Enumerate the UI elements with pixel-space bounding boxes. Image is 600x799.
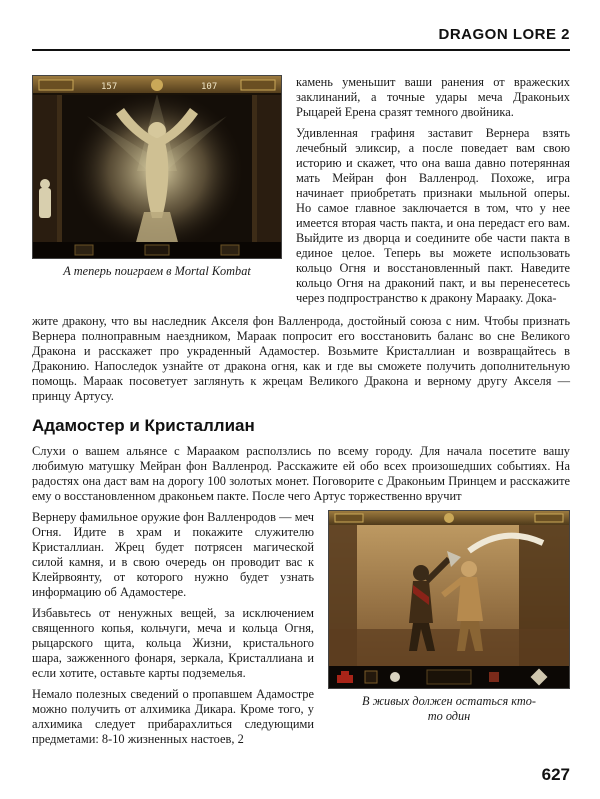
game-screenshot-duel <box>328 510 570 689</box>
figure-mortal-kombat <box>32 75 282 312</box>
bottom-section <box>32 510 570 753</box>
hud-number-left: 157 <box>101 82 118 92</box>
paragraph: Слухи о вашем альянсе с Марааком расползлись по всему городу. Для начала посетите вашу любимую матушку Мейран фон Валленрод. Расскажите ей обо всех произошедших событиях. На радостях она даст вам на дорогу 100 золотых монет. Поговорите с Драконьим Принцем и расскажите ему о восстановленном драконьем пакте. После чего Артус торжественно вручит <box>32 444 570 503</box>
header-rule <box>32 49 570 51</box>
paragraph: Избавьтесь от ненужных вещей, за исключением священного копья, кольчуги, меча и кольца Огня, рыцарского щита, кольца Жизни, кристального шара, зажженного фонаря, зеркала, Кристаллиана и если хотите, оставьте карты подземелья. <box>32 606 314 680</box>
body-text <box>32 444 570 504</box>
figure-duel <box>328 510 570 753</box>
page-number: 627 <box>541 765 570 784</box>
header-title: DRAGON LORE 2 <box>438 26 570 43</box>
paragraph: Удивленная графиня заставит Вернера взять лечебный эликсир, а после поведает вам свою историю и скажет, что она ваша давно потерянная мать Мейран фон Валленрод. Похоже, игра начинает приобретать признаки мыльной оперы. Но самое главное заключается в том, что у нее имеется вторая часть пакта, и она передаст его вам. Выйдите из дворца и соедините обе части пакта в единое целое. Теперь вы можете использовать кольцо Огня и восстановленный пакт. Наведите кольцо Огня на драконий пакт, и вы перенесетесь через подпространство к дракону Марааку. Дока- <box>296 126 570 305</box>
paragraph: камень уменьшит ваши ранения от вражеских заклинаний, а точные удары меча Драконьих Рыцарей Ерена сразят темного двойника. <box>296 75 570 119</box>
paragraph: жите дракону, что вы наследник Акселя фон Валленрода, достойный союза с ним. Чтобы признать Вернера полноправным наездником, Мараак попросит его восстановить баланс во сне Великого Дракона и расскажет про украденный Адамостер. Возьмите Кристаллиан и возвращайтесь в Драконию. Напоследок узнайте от дракона огня, как и где вы сможете получить дополнительную помощь. Мараак посоветует заглянуть к жрецам Великого Дракона и верному другу Акселя — принцу Артусу. <box>32 314 570 403</box>
section-heading: Адамостер и Кристаллиан <box>32 416 255 435</box>
body-text <box>32 314 570 404</box>
paragraph: Вернеру фамильное оружие фон Валленродов — меч Огня. Идите в храм и покажите служителю Кристаллиан. Жрец будет потрясен магической силой камня, и в свою очередь он проводит вас к Клейрвоянту, от которого нужно будет узнать информацию об Адамостере. <box>32 510 314 599</box>
top-text-column <box>296 75 570 312</box>
hud-number-right: 107 <box>201 82 218 92</box>
game-screenshot-demon <box>32 75 282 259</box>
page-header <box>32 26 570 43</box>
figure-caption: В живых должен остаться кто-то один <box>362 694 536 723</box>
paragraph: Немало полезных сведений о пропавшем Адамостре можно получить от алхимика Дикара. Кроме того, у алхимика следует прибарахлиться следующими предметами: 8-10 жизненных настоев, 2 <box>32 687 314 746</box>
bottom-text-column <box>32 510 314 753</box>
figure-caption: А теперь поиграем в Mortal Kombat <box>63 264 251 278</box>
top-section <box>32 75 570 312</box>
